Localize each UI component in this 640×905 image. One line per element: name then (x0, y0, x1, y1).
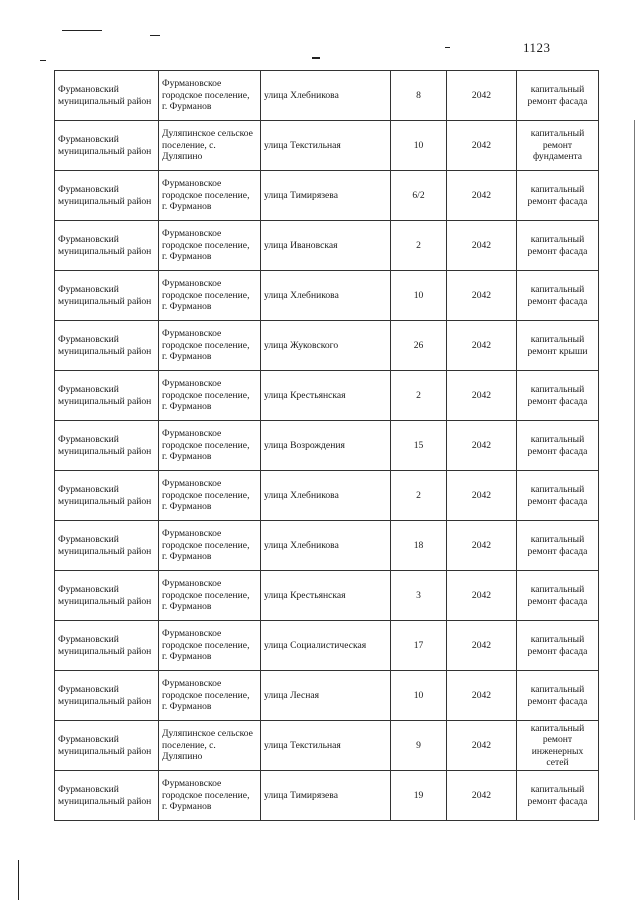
house-number-cell: 2 (391, 471, 447, 521)
district-cell: Фурмановский муниципальный район (55, 621, 159, 671)
district-cell: Фурмановский муниципальный район (55, 571, 159, 621)
house-number-cell: 10 (391, 121, 447, 171)
year-cell: 2042 (447, 271, 517, 321)
district-cell: Фурмановский муниципальный район (55, 71, 159, 121)
year-cell: 2042 (447, 121, 517, 171)
table-row (55, 771, 599, 821)
page-number: 1123 (523, 40, 551, 55)
street-cell: улица Текстильная (261, 721, 391, 771)
scan-mark-left-bottom (18, 860, 19, 900)
work-type-cell: капитальный ремонт фасада (517, 71, 599, 121)
house-number-cell: 18 (391, 521, 447, 571)
settlement-cell: Фурмановское городское поселение, г. Фурманов (159, 621, 261, 671)
table-row (55, 371, 599, 421)
district-cell: Фурмановский муниципальный район (55, 121, 159, 171)
district-cell: Фурмановский муниципальный район (55, 221, 159, 271)
work-type-cell: капитальный ремонт фасада (517, 621, 599, 671)
settlement-cell: Фурмановское городское поселение, г. Фурманов (159, 571, 261, 621)
work-type-cell: капитальный ремонт фасада (517, 221, 599, 271)
year-cell: 2042 (447, 721, 517, 771)
house-number-cell: 2 (391, 371, 447, 421)
table-row (55, 171, 599, 221)
street-cell: улица Тимирязева (261, 171, 391, 221)
year-cell: 2042 (447, 321, 517, 371)
year-cell: 2042 (447, 171, 517, 221)
settlement-cell: Дуляпинское сельское поселение, с. Дуляпино (159, 721, 261, 771)
work-type-cell: капитальный ремонт инженерных сетей (517, 721, 599, 771)
settlement-cell: Фурмановское городское поселение, г. Фурманов (159, 271, 261, 321)
work-type-cell: капитальный ремонт фасада (517, 271, 599, 321)
settlement-cell: Дуляпинское сельское поселение, с. Дуляпино (159, 121, 261, 171)
work-type-cell: капитальный ремонт фасада (517, 421, 599, 471)
table-row (55, 271, 599, 321)
work-type-cell: капитальный ремонт фасада (517, 521, 599, 571)
house-number-cell: 15 (391, 421, 447, 471)
settlement-cell: Фурмановское городское поселение, г. Фурманов (159, 671, 261, 721)
house-number-cell: 26 (391, 321, 447, 371)
street-cell: улица Лесная (261, 671, 391, 721)
district-cell: Фурмановский муниципальный район (55, 521, 159, 571)
scan-mark-right-edge (634, 120, 635, 820)
year-cell: 2042 (447, 221, 517, 271)
year-cell: 2042 (447, 521, 517, 571)
district-cell: Фурмановский муниципальный район (55, 371, 159, 421)
year-cell: 2042 (447, 621, 517, 671)
street-cell: улица Ивановская (261, 221, 391, 271)
year-cell: 2042 (447, 421, 517, 471)
settlement-cell: Фурмановское городское поселение, г. Фурманов (159, 321, 261, 371)
table-row (55, 321, 599, 371)
settlement-cell: Фурмановское городское поселение, г. Фурманов (159, 371, 261, 421)
street-cell: улица Текстильная (261, 121, 391, 171)
table-row (55, 521, 599, 571)
district-cell: Фурмановский муниципальный район (55, 671, 159, 721)
scan-mark-top-4 (445, 47, 450, 48)
settlement-cell: Фурмановское городское поселение, г. Фурманов (159, 421, 261, 471)
street-cell: улица Социалистическая (261, 621, 391, 671)
house-number-cell: 9 (391, 721, 447, 771)
work-type-cell: капитальный ремонт фасада (517, 171, 599, 221)
house-number-cell: 6/2 (391, 171, 447, 221)
year-cell: 2042 (447, 471, 517, 521)
street-cell: улица Хлебникова (261, 521, 391, 571)
year-cell: 2042 (447, 671, 517, 721)
house-number-cell: 3 (391, 571, 447, 621)
house-number-cell: 8 (391, 71, 447, 121)
settlement-cell: Фурмановское городское поселение, г. Фурманов (159, 221, 261, 271)
district-cell: Фурмановский муниципальный район (55, 471, 159, 521)
registry-table-body (55, 71, 599, 821)
settlement-cell: Фурмановское городское поселение, г. Фурманов (159, 71, 261, 121)
settlement-cell: Фурмановское городское поселение, г. Фурманов (159, 521, 261, 571)
district-cell: Фурмановский муниципальный район (55, 171, 159, 221)
street-cell: улица Крестьянская (261, 571, 391, 621)
work-type-cell: капитальный ремонт фасада (517, 571, 599, 621)
settlement-cell: Фурмановское городское поселение, г. Фурманов (159, 471, 261, 521)
house-number-cell: 10 (391, 271, 447, 321)
settlement-cell: Фурмановское городское поселение, г. Фурманов (159, 771, 261, 821)
district-cell: Фурмановский муниципальный район (55, 771, 159, 821)
year-cell: 2042 (447, 571, 517, 621)
district-cell: Фурмановский муниципальный район (55, 421, 159, 471)
table-row (55, 221, 599, 271)
settlement-cell: Фурмановское городское поселение, г. Фурманов (159, 171, 261, 221)
street-cell: улица Крестьянская (261, 371, 391, 421)
work-type-cell: капитальный ремонт крыши (517, 321, 599, 371)
scan-mark-top-3 (312, 57, 320, 59)
table-row (55, 121, 599, 171)
year-cell: 2042 (447, 71, 517, 121)
house-number-cell: 19 (391, 771, 447, 821)
work-type-cell: капитальный ремонт фасада (517, 771, 599, 821)
house-number-cell: 2 (391, 221, 447, 271)
street-cell: улица Возрождения (261, 421, 391, 471)
scan-mark-top-2 (150, 35, 160, 36)
scan-mark-left-tick (40, 60, 46, 61)
work-type-cell: капитальный ремонт фасада (517, 671, 599, 721)
table-row (55, 621, 599, 671)
table-row (55, 421, 599, 471)
table-row (55, 671, 599, 721)
street-cell: улица Тимирязева (261, 771, 391, 821)
table-row (55, 71, 599, 121)
district-cell: Фурмановский муниципальный район (55, 321, 159, 371)
work-type-cell: капитальный ремонт фундамента (517, 121, 599, 171)
work-type-cell: капитальный ремонт фасада (517, 371, 599, 421)
house-number-cell: 17 (391, 621, 447, 671)
year-cell: 2042 (447, 371, 517, 421)
scan-mark-top-1 (62, 30, 102, 31)
street-cell: улица Хлебникова (261, 71, 391, 121)
year-cell: 2042 (447, 771, 517, 821)
district-cell: Фурмановский муниципальный район (55, 271, 159, 321)
table-row (55, 471, 599, 521)
district-cell: Фурмановский муниципальный район (55, 721, 159, 771)
registry-table (54, 70, 599, 821)
street-cell: улица Хлебникова (261, 271, 391, 321)
street-cell: улица Жуковского (261, 321, 391, 371)
work-type-cell: капитальный ремонт фасада (517, 471, 599, 521)
house-number-cell: 10 (391, 671, 447, 721)
table-row (55, 721, 599, 771)
table-row (55, 571, 599, 621)
street-cell: улица Хлебникова (261, 471, 391, 521)
